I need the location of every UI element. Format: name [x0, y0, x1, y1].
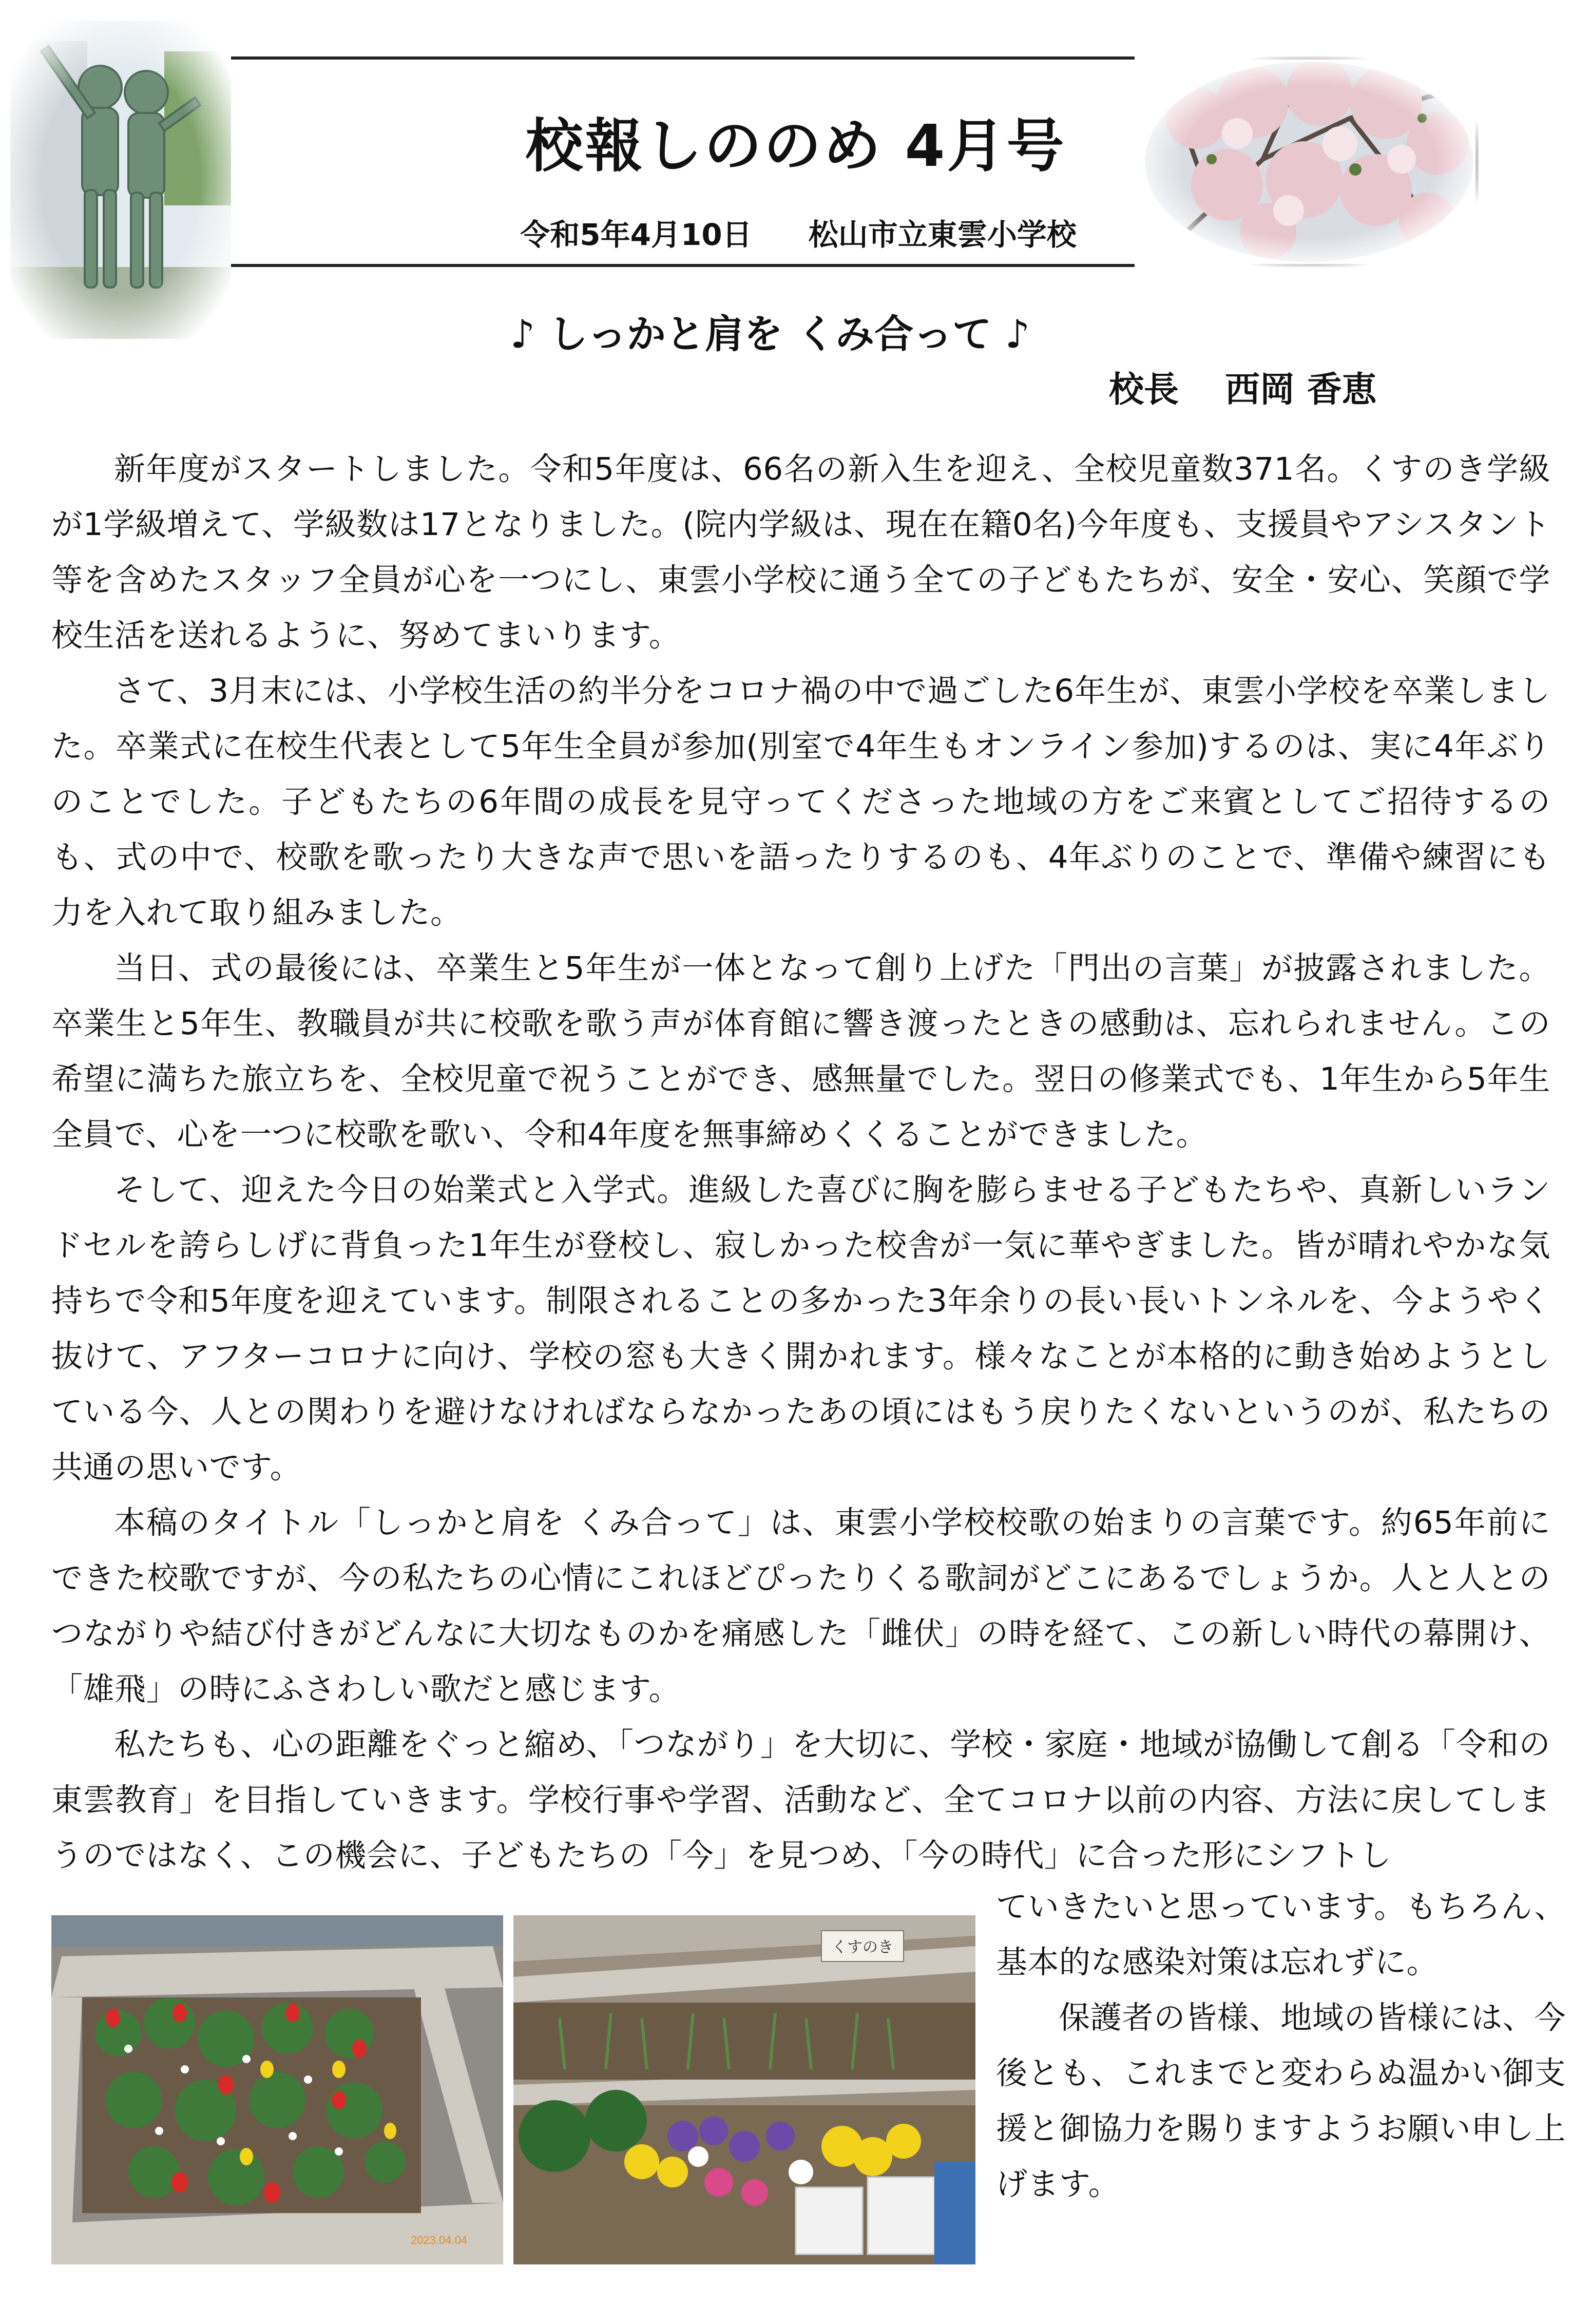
issue-date: 令和5年4月10日: [520, 217, 752, 252]
author-name: 西岡 香恵: [1225, 370, 1377, 410]
photo-timestamp: 2023.04.04: [411, 2234, 468, 2246]
article-body: [51, 442, 1550, 1883]
paragraph: 新年度がスタートしました。令和5年度は、66名の新入生を迎え、全校児童数371名。くすのき学級が1学級増えて、学級数は17となりました。(院内学級は、現在在籍0名)今年度も、支援員やアシスタント等を含めたスタッフ全員が心を一つにし、東雲小学校に通う全ての子どもたちが、安全・安心、笑顔で学校生活を送れるように、努めてまいります。: [51, 451, 1550, 654]
paragraph: そして、迎えた今日の始業式と入学式。進級した喜びに胸を膨らませる子どもたちや、真新しいランドセルを誇らしげに背負った1年生が登校し、寂しかった校舎が一気に華やぎました。皆が晴れやかな気持ちで令和5年度を迎えています。制限されることの多かった3年余りの長い長いトンネルを、今ようやく抜けて、アフターコロナに向け、学校の窓も大きく開かれます。様々なことが本格的に動き始めようとしている今、人との関わりを避けなければならなかったあの頃にはもう戻りたくないというのが、私たちの共通の思いです。: [51, 1172, 1550, 1485]
paragraph: さて、3月末には、小学校生活の約半分をコロナ禍の中で過ごした6年生が、東雲小学校を卒業しました。卒業式に在校生代表として5年生全員が参加(別室で4年生もオンライン参加)するのは、実に4年ぶりのことでした。子どもたちの6年間の成長を見守ってくださった地域の方をご来賓としてご招待するのも、式の中で、校歌を歌ったり大きな声で思いを語ったりするのも、4年ぶりのことで、準備や練習にも力を入れて取り組みました。: [51, 673, 1550, 931]
article-title: ♪ しっかと肩を くみ合って ♪: [510, 311, 1030, 357]
author-role: 校長: [1109, 370, 1179, 410]
paragraph: ていきたいと思っています。もちろん、基本的な感染対策は忘れずに。: [996, 1889, 1566, 1980]
cherry-blossom-photo: [1135, 56, 1484, 267]
paragraph: 当日、式の最後には、卒業生と5年生が一体となって創り上げた「門出の言葉」が披露されました。卒業生と5年生、教職員が共に校歌を歌う声が体育館に響き渡ったときの感動は、忘れられません。この希望に満ちた旅立ちを、全校児童で祝うことができ、感無量でした。翌日の修業式でも、1年生から5年生全員で、心を一つに校歌を歌い、令和4年度を無事締めくくることができました。: [51, 950, 1550, 1153]
newsletter-title: 校報しののめ 4月号: [525, 113, 1066, 180]
school-name: 松山市立東雲小学校: [808, 217, 1077, 252]
paragraph: 保護者の皆様、地域の皆様には、今後とも、これまでと変わらぬ温かい御支援と御協力を賜りますようお願い申し上げます。: [996, 1999, 1566, 2202]
author-line: [1109, 362, 1509, 412]
pansy-flowerbed-photo: [513, 1915, 975, 2264]
paragraph: 私たちも、心の距離をぐっと縮め、「つながり」を大切に、学校・家庭・地域が協働して創る「令和の東雲教育」を目指していきます。学校行事や学習、活動など、全てコロナ以前の内容、方法に戻してしまうのではなく、この機会に、子どもたちの「今」を見つめ、「今の時代」に合った形にシフトし: [51, 1726, 1550, 1874]
closing-text: [996, 1879, 1566, 2212]
statue-photo: [10, 21, 231, 339]
class-sign: くすのき: [832, 1938, 893, 1956]
paragraph: 本稿のタイトル「しっかと肩を くみ合って」は、東雲小学校校歌の始まりの言葉です。約65年前にできた校歌ですが、今の私たちの心情にこれほどぴったりくる歌詞がどこにあるでしょうか。人と人とのつながりや結び付きがどんなに大切なものかを痛感した「雌伏」の時を経て、この新しい時代の幕開け、「雄飛」の時にふさわしい歌だと感じます。: [51, 1504, 1550, 1707]
issue-info: [452, 211, 1145, 254]
tulip-flowerbed-photo: [51, 1915, 503, 2264]
